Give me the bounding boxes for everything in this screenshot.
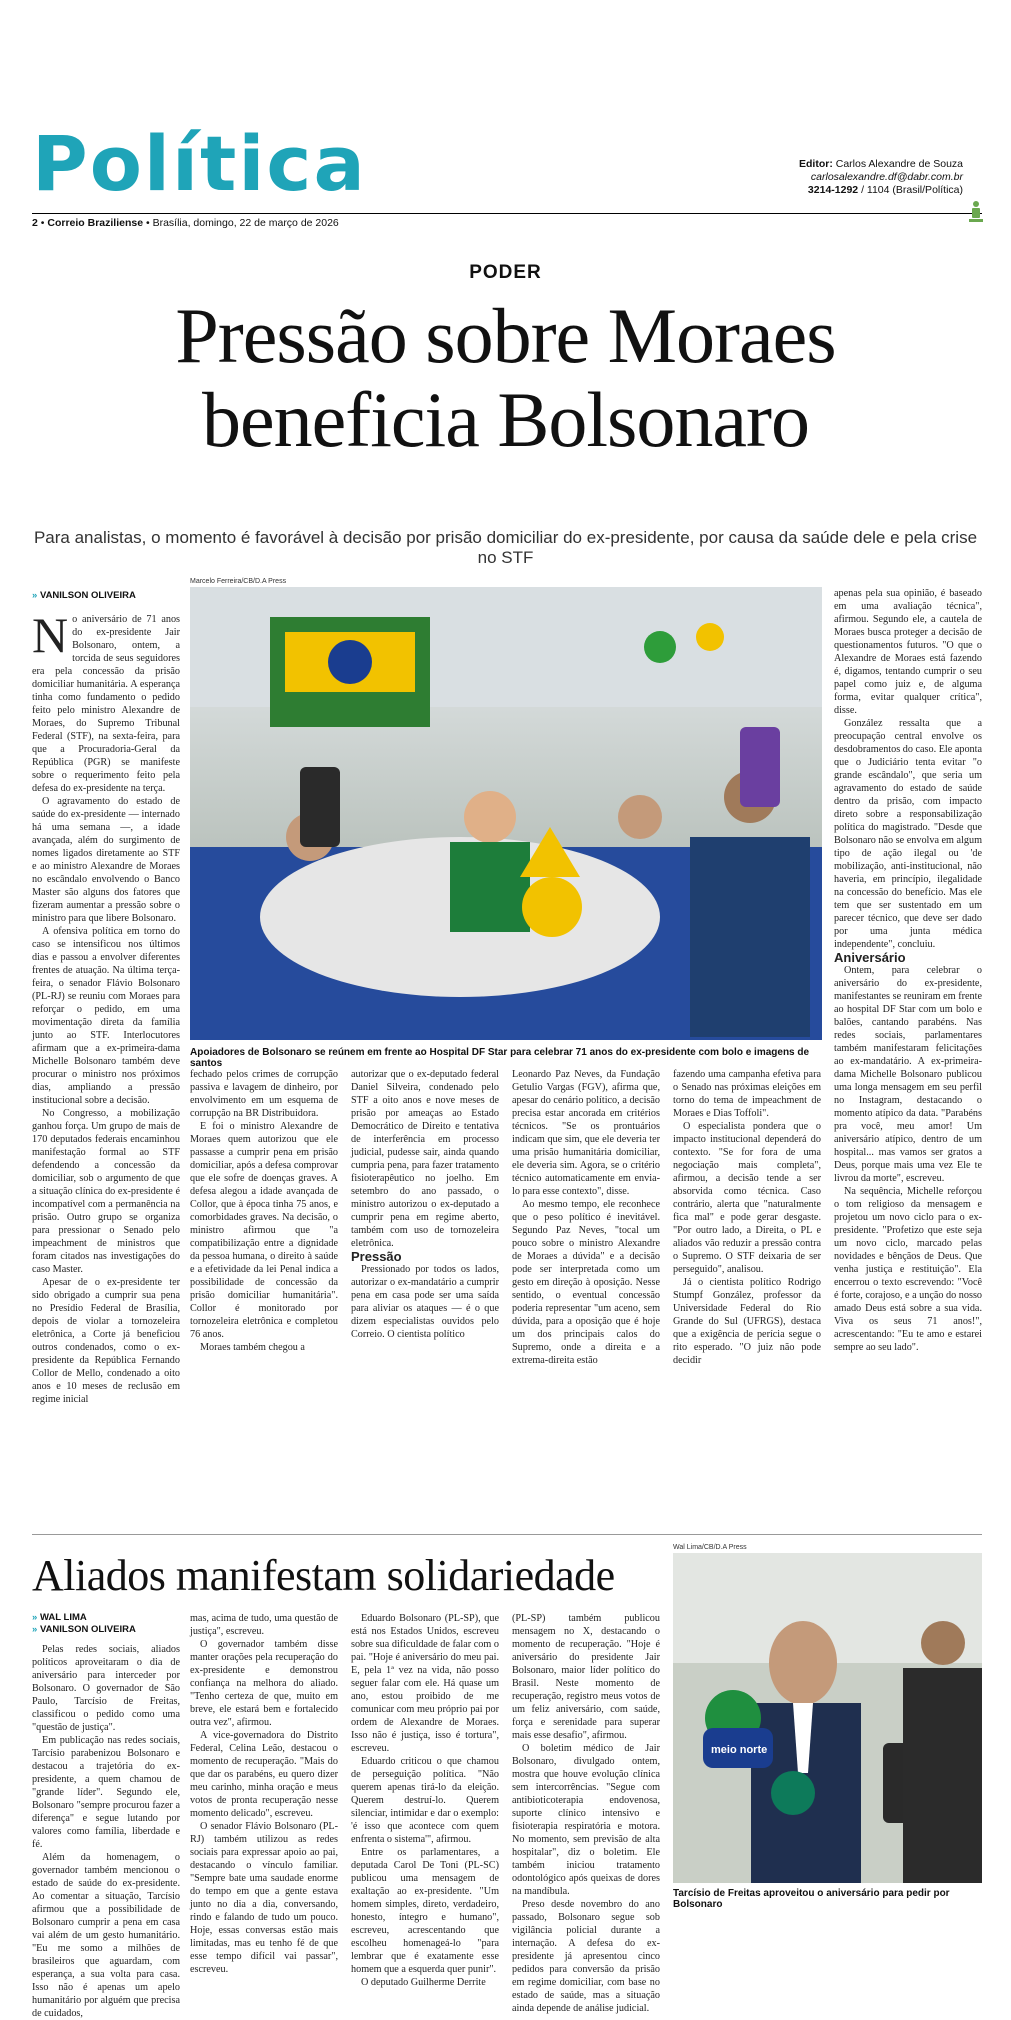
section-title: Política — [32, 119, 367, 208]
editor-phone: 3214-1292 — [807, 184, 859, 196]
headline-line-1: Pressão sobre Moraes — [175, 292, 836, 379]
folio-date: Brasília, domingo, 22 de março de 2026 — [152, 217, 339, 229]
article-column-3: autorizar que o ex-deputado federal Daniel Silveira, condenado pelo STF a oito anos e nove meses de prisão por ameaças ao Estado Democrático de Direito e tentativa de interferência em processo judicial, pudesse sair, ainda quando cumpria pena, para fazer tratamento fisioterapêutico no joelho. Em setembro do ano passado, o ministro autorizou o ex-deputado a cumprir pena em regime aberto, também com uso de tornozeleira eletrônica. Pressão Pressionado por todos os lados, autorizar o ex-mandatário a cumprir pena em casa pode ser uma saída para aliviar os ataques — é o que dizem especialistas ouvidos pelo Correio. O cientista político — [351, 1069, 499, 1340]
folio: 2 • Correio Braziliense • Brasília, domingo, 22 de março de 2026 — [32, 217, 339, 229]
article-column-1: No aniversário de 71 anos do ex-presidente Jair Bolsonaro, ontem, a torcida de seus seguidores era pela concessão da prisão domiciliar humanitária. A esperança tinha como fundamento o pedido feito pelo ministro Alexandre de Moraes, do Supremo Tribunal Federal (STF), na sexta-feira, para que a Procuradoria-Geral da República (PGR) se manifeste sobre o requerimento feito pela defesa do ex-presidente na terça. O agravamento do estado de saúde do ex-presidente — internado há uma semana —, a idade avançada, além do surgimento de nomes ligados diretamente ao STF e ao ministro Alexandre de Moraes no escândalo envolvendo o Banco Master são alguns dos fatores que fizeram aumentar a pressão sobre o ministro para que libere Bolsonaro. A ofensiva política em torno do caso se intensificou nos últimos dias e passou a envolver diferentes frentes de atuação. Na última terça-feira, o senador Flávio Bolsonaro (PL-RJ) se reuniu com Moraes para reforçar o pedido, em uma movimentação direta da família junto ao STF. Interlocutores afirmam que a ex-primeira-dama Michelle Bolsonaro também deve procurar o ministro nos próximos dias, ampliando a pressão institucional sobre a decisão. No Congresso, a mobilização ganhou força. Um grupo de mais de 170 deputados federais encaminhou manifestação formal ao STF defendendo a concessão da domiciliar, sob o argumento de que a situação clínica do ex-presidente é incompatível com a permanência na prisão. Outro grupo se organiza para pressionar o Senado pelo impeachment de ministros que foram citados nas investigações do caso Master. Apesar de o ex-presidente ter sido obrigado a cumprir sua pena no Presídio Federal de Brasília, depois de violar a tornozeleira eletrônica, a Corte já beneficiou outros condenados, como o ex-presidente da República Fernando Collor de Mello, condenado a oito anos e 10 meses de reclusão em regime inicial — [32, 607, 180, 1405]
subsection-title-aniversario: Aniversário — [834, 950, 906, 965]
article-column-6: apenas pela sua opinião, é baseado em uma avaliação técnica", afirmou. Segundo ele, a cautela de Moraes busca proteger a decisão de questionamentos futuros. "O que o Alexandre de Moraes está fazendo é, digamos, tentando cumprir o seu papel como juiz e, de alguma forma, evitar qualquer crítica", disse. González ressalta que a preocupação central envolve os desdobramentos do caso. Ele aponta que o Judiciário tenta evitar "o grande escândalo", que seria um agravamento do estado de saúde dentro da prisão, com impacto direto sobre a responsabilização política do magistrado. "Desde que Bolsonaro não se envolva em algum tipo de ação ilegal ou 'de mobilização, anti-institucional, não haveria, em princípio, ilegalidade na concessão do benefício. Mas ele tem que ser sustentado em um parecer técnico, que deve ser dado por uma junta médica independente", concluiu. Aniversário Ontem, para celebrar o aniversário do ex-presidente, manifestantes se reuniram em frente ao hospital DF Star com um bolo e balões, cantando parabéns. Nas redes sociais, parlamentares também manifestaram felicitações ao ex-mandatário. A ex-primeira-dama Michelle Bolsonaro publicou uma longa mensagem em seu perfil no Instagram, destacando o momento atípico da data. "Parabéns pra você, meu amor! Um aniversário atípico, dentro de um hospital... mas vamos ser gratos a Deus, porque mais uma vez Ele te livrou da morte", escreveu. Na sequência, Michelle reforçou o tom religioso da mensagem e projetou um novo ciclo para o ex-presidente. "Profetizo que este seja um novo ciclo, marcado pelas novidades e bênçãos de Deus. Que venha justiça e restituição". Ela encerrou o texto escrevendo: "Você é forte, corajoso, e a unção do nosso amado Deus está sobre a sua vida. Viva os seus 71 anos!", acrescentando: "Eu te amo e estarei sempre ao seu lado". — [834, 588, 982, 1353]
second-column-1: Pelas redes sociais, aliados políticos aproveitaram o dia de aniversário para interceder por Bolsonaro. O governador de São Paulo, Tarcísio de Freitas, classificou o pedido como uma "questão de justiça". Em publicação nas redes sociais, Tarcísio parabenizou Bolsonaro e destacou a trajetória do ex-presidente, a quem chamou de "grande líder". Segundo ele, Bolsonaro "sempre procurou fazer a diferença" e segue lutando por valores como família, liberdade e fé. Além da homenagem, o governador também mencionou o estado de saúde do ex-presidente. Ao comentar a situação, Tarcísio afirmou que a possibilidade de Bolsonaro cumprir a pena em casa vai além de um gesto humanitário. "Eu me somo a milhões de brasileiros que aguardam, com esperança, a sua volta para casa. Isso não é apenas um apelo humanitário por alguém que precisa de cuidados, — [32, 1644, 180, 2019]
byline: » VANILSON OLIVEIRA — [32, 590, 136, 601]
article-column-4: Leonardo Paz Neves, da Fundação Getulio Vargas (FGV), afirma que, apesar do cenário político, a decisão precisa estar ancorada em critérios técnicos. "Se os prontuários indicam que sim, que ele deveria ter uma prisão humanitária domiciliar, ele deveria sim. Agora, se o critério técnico automaticamente em envia-lo para esse contexto", disse. Ao mesmo tempo, ele reconhece que o peso político é inevitável. Segundo Paz Neves, "tocal um pouco sobre o ministro Alexandre de Moraes a dúvida" e a decisão pode ser interpretada como um gesto em direção à oposição. Nesse sentido, o eventual concessão poderia representar "um aceno, sem dúvida, para a oposição que é hoje um dos principais calos do Supremo, onde a direita e a extrema-direita estão — [512, 1069, 660, 1366]
article-column-5: fazendo uma campanha efetiva para o Senado nas próximas eleições em torno do tema de impeachment de Moraes e Dias Toffoli". O especialista pondera que o impacto institucional dependerá do contexto. "Se for fora de uma negociação mais completa", afirmou, a decisão tende a ser absorvida como técnica. Caso contrário, alerta que "naturalmente fica mal" e pode gerar desgaste. "Por outro lado, a Direita, o PL e aliados vão reduzir a pressão contra o Supremo. O STF deixaria de ser perseguido", analisou. Já o cientista político Rodrigo Stumpf González, professor da Universidade Federal do Rio Grande do Sul (UFRGS), destaca que a exigência de perícia segue o rito esperado. "O juiz não pode decidir — [673, 1069, 821, 1366]
second-photo-image — [673, 1553, 982, 1883]
second-headline: Aliados manifestam solidariedade — [32, 1551, 615, 1600]
second-column-2: mas, acima de tudo, uma questão de justiça", escreveu. O governador também disse manter orações pela recuperação do ex-presidente e demonstrou confiança na melhora do aliado. "Tenho certeza de que, muito em breve, ele estará bem e fortalecido outra vez", afirmou. A vice-governadora do Distrito Federal, Celina Leão, destacou o momento de recuperação. "Mais do que dar os parabéns, eu quero dizer meu carinho, minha oração e meus votos de pronta recuperação nesse momento delicado", escreveu. O senador Flávio Bolsonaro (PL-RJ) também utilizou as redes sociais para expressar apoio ao pai, destacando o vínculo familiar. "Sempre bate uma saudade enorme do tempo em que a gente estava junto no dia a dia, conversando, rindo e falando de tudo um pouco. Hoje, essas conversas estão mais limitadas, mas eu tenho fé de que esse tempo difícil vai passar", escreveu. — [190, 1613, 338, 1975]
second-column-3: Eduardo Bolsonaro (PL-SP), que está nos Estados Unidos, escreveu sobre sua dificuldade de falar com o pai. "Hoje é aniversário do meu pai. E, pela 1ª vez na vida, não posso seguer falar com ele. Há quase um ano, estou proibido de me comunicar com meu próprio pai por ordem de Alexandre de Moraes. Isso não é justiça, isso é tortura", escreveu. Eduardo criticou o que chamou de perseguição política. "Não querem apenas tirá-lo da eleição. Querem destruí-lo. Querem silenciar, intimidar e dar o exemplo: 'é isso que acontece com quem enfrenta o sistema'", afirmou. Entre os parlamentares, a deputada Carol De Toni (PL-SC) publicou uma mensagem de exaltação ao ex-presidente. "Um homem simples, direto, verdadeiro, honesto, íntegro e humano", escreveu, acrescentando que escolheu homenageá-lo "para lembrar que é exatamente esse homem que a esquerda quer punir". O deputado Guilherme Derrite — [351, 1613, 499, 1988]
main-photo — [190, 587, 822, 1040]
editor-box — [799, 158, 963, 197]
main-photo-image — [190, 587, 822, 1040]
editor-phone-rest: / 1104 (Brasil/Política) — [861, 184, 963, 196]
kicker: PODER — [469, 262, 542, 283]
article-column-2: fechado pelos crimes de corrupção passiva e lavagem de dinheiro, por envolvimento em um esquema de corrupção na BR Distribuidora. E foi o ministro Alexandre de Moraes quem autorizou que ele passasse a cumprir pena em prisão domiciliar, após a defesa comprovar que ele sofre de doenças graves. A defesa alegou a idade avançada de Collor, que à época tinha 75 anos, e comorbidades graves. Na decisão, o ministro afirmou que "a compatibilização entre a dignidade da pessoa humana, o direito à saúde e a efetividade da lei Penal indica a possibilidade de concessão da prisão domiciliar humanitária". Collor é monitorado por tornozeleira eletrônica e completou 76 anos. Moraes também chegou a — [190, 1069, 338, 1353]
headline-line-2: beneficia Bolsonaro — [202, 376, 809, 463]
editor-label: Editor: — [799, 158, 833, 170]
person-icon — [969, 200, 983, 222]
second-byline-2: » VANILSON OLIVEIRA — [32, 1624, 136, 1635]
mic-label: meio norte — [711, 1744, 768, 1756]
main-headline — [0, 294, 1011, 462]
folio-number: 2 — [32, 217, 38, 229]
header-rule — [32, 213, 982, 214]
second-photo-caption: Tarcísio de Freitas aproveitou o aniversário para pedir por Bolsonaro — [673, 1888, 950, 1910]
second-byline-1: » WAL LIMA — [32, 1612, 87, 1623]
subsection-title-pressao: Pressão — [351, 1249, 402, 1264]
second-photo-credit: Wal Lima/CB/D.A Press — [673, 1544, 747, 1551]
photo-caption: Apoiadores de Bolsonaro se reúnem em frente ao Hospital DF Star para celebrar 71 anos do ex-presidente com bolo e imagens de santos — [190, 1047, 810, 1069]
subhead: Para analistas, o momento é favorável à decisão por prisão domiciliar do ex-presidente, por causa da saúde dele e pela crise no STF — [33, 528, 978, 567]
folio-paper: Correio Braziliense — [47, 217, 144, 229]
editor-name: Carlos Alexandre de Souza — [835, 158, 963, 170]
second-photo — [673, 1553, 982, 1883]
photo-credit: Marcelo Ferreira/CB/D.A Press — [190, 578, 287, 585]
second-column-4: (PL-SP) também publicou mensagem no X, destacando o momento de recuperação. "Hoje é aniversário do presidente Jair Bolsonaro, maior líder político do Brasil. Neste momento de recuperação, registro meus votos de um feliz aniversário, com saúde, força e serenidade para superar mais esse desafio", afirmou. O boletim médico de Jair Bolsonaro, divulgado ontem, mostra que houve evolução clínica sem intercorrências. "Segue com antibioticoterapia endovenosa, suporte clínico intensivo e fisioterapia respiratória e motora. No momento, sem previsão de alta hospitalar", diz o boletim. Ele também iniciou tratamento odontológico após queixas de dores na mandíbula. Preso desde novembro do ano passado, Bolsonaro segue sob vigilância policial durante a internação. A defesa do ex-presidente já apresentou cinco pedidos para conversão da prisão em regime domiciliar, com base no estado de saúde, mas a situação ainda depende de análise judicial. — [512, 1613, 660, 2014]
section-divider — [32, 1534, 982, 1535]
dropcap: N — [32, 607, 69, 663]
editor-email: carlosalexandre.df@dabr.com.br — [810, 171, 963, 183]
